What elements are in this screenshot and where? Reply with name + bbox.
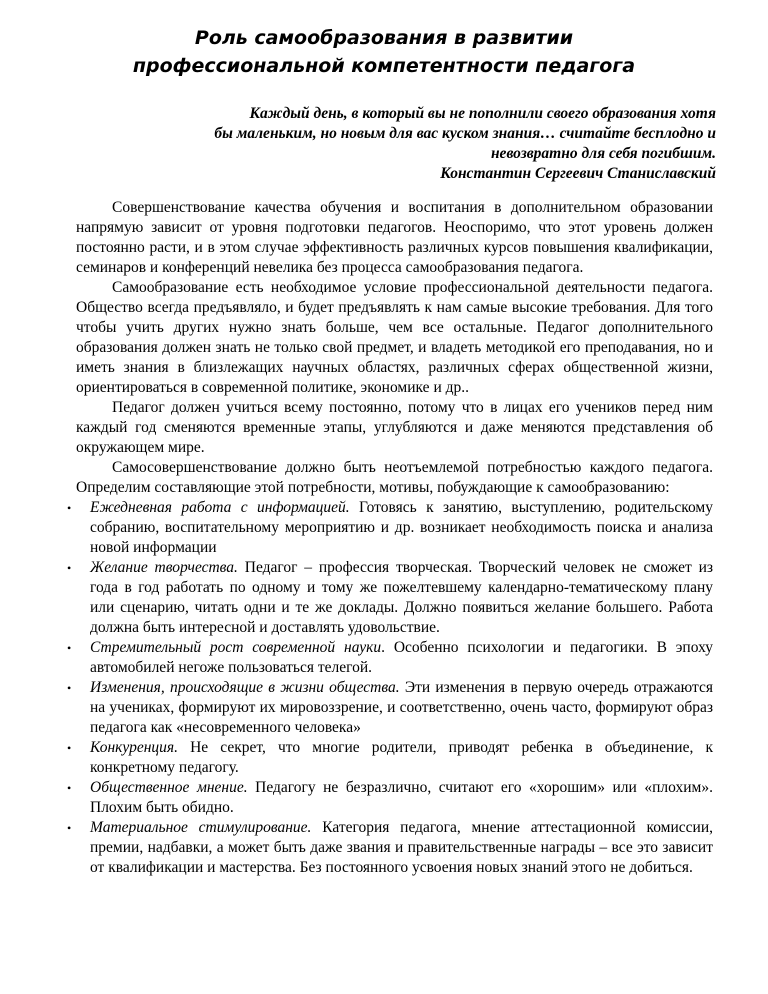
bullet-icon: • (67, 781, 72, 795)
epigraph (96, 104, 716, 184)
list-item (67, 818, 714, 878)
motives-list (67, 498, 714, 878)
epigraph-author: Константин Сергеевич Станиславский (440, 165, 716, 182)
list-item-text: . Особенно психологии и педагогики. В эпоху автомобилей негоже пользоваться телегой. (90, 639, 713, 676)
list-item-text: Педагог – профессия творческая. Творческий человек не сможет из года в год работать по одному и тому же пожелтевшему календарно-тематическому плану или сценарию, читать одни и те же доклады. Должно появиться желание большего. Работа должна быть интересной и доставлять удовольствие. (90, 559, 713, 636)
paragraph: Педагог должен учиться всему постоянно, потому что в лицах его учеников перед ним каждый год сменяются временные этапы, углубляются и даже меняются представления об окружающем мире. (76, 399, 713, 456)
list-item-term: Общественное мнение. (90, 779, 248, 796)
bullet-icon: • (67, 561, 72, 575)
list-item (67, 678, 713, 738)
list-item (67, 638, 713, 678)
paragraph: Самообразование есть необходимое условие профессиональной деятельности педагога. Общество всегда предъявляло, и будет предъявлять к нам самые высокие требования. Для того чтобы учить других нужно знать больше, чем все остальные. Педагог дополнительного образования должен знать не только свой предмет, и владеть методикой его преподавания, но и иметь знания в близлежащих научных областях, различных сферах общественной жизни, ориентироваться в современной политике, экономике и др.. (76, 279, 713, 396)
list-item-text: Эти изменения в первую очередь отражаются на учениках, формируют их мировоззрение, и соответственно, очень часто, формируют образ педагога как «несовременного человека» (90, 679, 713, 736)
epigraph-line-1: Каждый день, в который вы не пополнили своего образования хотя (249, 105, 716, 122)
paragraph: Самосовершенствование должно быть неотъемлемой потребностью каждого педагога. Определим составляющие этой потребности, мотивы, побуждающие к самообразованию: (76, 459, 713, 496)
list-item (67, 498, 713, 558)
list-item-text: Готовясь к занятию, выступлению, родительскому собранию, воспитательному мероприятию и др. возникает необходимость поиска и анализа новой информации (90, 499, 713, 556)
epigraph-line-3: невозвратно для себя погибшим. (490, 145, 716, 162)
document-body (67, 198, 714, 878)
list-item-term: Желание творчества. (90, 559, 238, 576)
list-item (67, 558, 713, 638)
list-item-text: Не секрет, что многие родители, приводят ребенка в объединение, к конкретному педагогу. (90, 739, 713, 776)
epigraph-line-2: бы маленьким, но новым для вас куском знания… считайте бесплодно и (214, 125, 716, 142)
paragraph: Совершенствование качества обучения и воспитания в дополнительном образовании напрямую зависит от уровня подготовки педагогов. Неоспоримо, что этот уровень должен постоянно расти, и в этом случае эффективность различных курсов повышения квалификации, семинаров и конференций невелика без процесса самообразования педагога. (76, 199, 713, 276)
list-item-text: Педагогу не безразлично, считают его «хорошим» или «плохим». Плохим быть обидно. (90, 779, 713, 816)
document-title (0, 24, 768, 80)
bullet-icon: • (67, 681, 72, 695)
list-item-term: Ежедневная работа с информацией. (90, 499, 350, 516)
bullet-icon: • (67, 821, 72, 835)
title-line-2: профессиональной компетентности педагога (132, 55, 636, 77)
list-item-term: Изменения, происходящие в жизни общества. (90, 679, 400, 696)
bullet-icon: • (67, 641, 72, 655)
list-item-term: Конкуренция. (90, 739, 178, 756)
list-item-term: Стремительный рост современной науки (90, 639, 382, 656)
bullet-icon: • (67, 501, 72, 515)
bullet-icon: • (67, 741, 72, 755)
list-item (67, 738, 713, 778)
title-line-1: Роль самообразования в развитии (194, 27, 574, 49)
list-item-term: Материальное стимулирование. (90, 819, 312, 836)
list-item (67, 778, 713, 818)
list-item-text: Категория педагога, мнение аттестационной комиссии, премии, надбавки, а может быть даже звания и правительственные награды – все это зависит от квалификации и мастерства. Без постоянного усвоения новых знаний этого не добиться. (90, 819, 714, 876)
